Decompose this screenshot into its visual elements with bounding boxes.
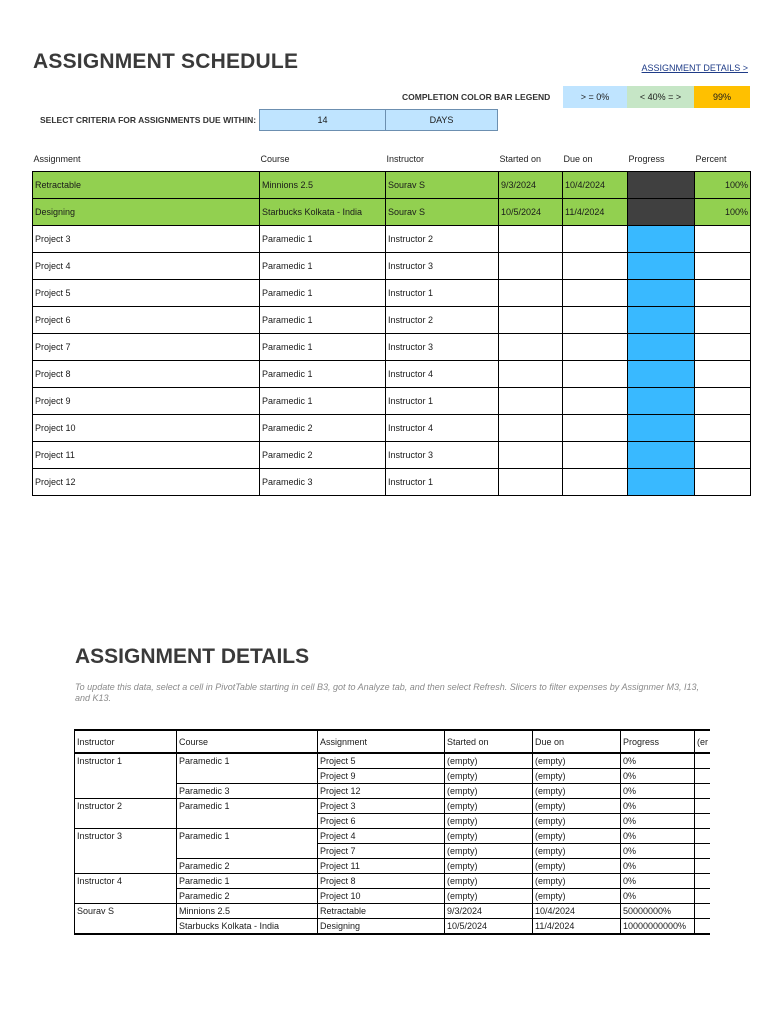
pivot-progress-cell[interactable]: 10000000000% <box>621 919 695 935</box>
schedule-header-cell: Progress <box>628 153 665 164</box>
pivot-assignment-cell[interactable]: Project 5 <box>318 753 445 769</box>
progress-bar <box>628 253 695 280</box>
pivot-row <box>75 859 711 874</box>
progress-bar <box>628 415 695 442</box>
legend-low: > = 0% <box>563 86 627 108</box>
schedule-row[interactable] <box>33 334 751 361</box>
started-cell[interactable] <box>499 469 563 496</box>
pivot-progress-cell[interactable]: 0% <box>621 889 695 904</box>
schedule-row[interactable] <box>33 199 751 226</box>
pivot-row <box>75 919 711 935</box>
pivot-header-cell: Due on <box>533 730 621 753</box>
pivot-course-cell[interactable]: Paramedic 1 <box>177 829 318 844</box>
pivot-started-cell[interactable]: (empty) <box>445 799 533 814</box>
pivot-extra-cell[interactable] <box>695 814 711 829</box>
pivot-assignment-cell[interactable]: Project 7 <box>318 844 445 859</box>
due-cell[interactable] <box>563 415 628 442</box>
legend-label: COMPLETION COLOR BAR LEGEND <box>402 92 551 102</box>
instructor-cell[interactable]: Instructor 2 <box>386 307 499 334</box>
pivot-started-cell[interactable]: (empty) <box>445 859 533 874</box>
assignment-details-link[interactable]: ASSIGNMENT DETAILS > <box>641 63 748 73</box>
pivot-due-cell[interactable]: 11/4/2024 <box>533 919 621 935</box>
course-cell[interactable]: Paramedic 3 <box>260 469 386 496</box>
started-cell[interactable] <box>499 226 563 253</box>
progress-bar <box>628 199 695 226</box>
progress-bar <box>628 307 695 334</box>
schedule-header-cell: Due on <box>563 153 593 164</box>
percent-cell[interactable]: 100% <box>695 172 751 199</box>
percent-cell[interactable] <box>695 253 751 280</box>
pivot-header-cell: Progress <box>621 730 695 753</box>
pivot-row <box>75 784 711 799</box>
pivot-header-cell: Instructor <box>75 730 177 753</box>
pivot-progress-cell[interactable]: 0% <box>621 769 695 784</box>
started-cell[interactable]: 10/5/2024 <box>499 199 563 226</box>
pivot-course-cell[interactable] <box>177 769 318 784</box>
pivot-progress-cell[interactable]: 0% <box>621 859 695 874</box>
course-cell[interactable]: Paramedic 1 <box>260 253 386 280</box>
instructor-cell[interactable]: Sourav S <box>386 172 499 199</box>
pivot-extra-cell[interactable] <box>695 844 711 859</box>
pivot-due-cell[interactable]: (empty) <box>533 859 621 874</box>
progress-bar <box>628 334 695 361</box>
schedule-header-cell: Assignment <box>33 153 81 164</box>
percent-cell[interactable] <box>695 388 751 415</box>
started-cell[interactable] <box>499 415 563 442</box>
due-cell[interactable]: 10/4/2024 <box>563 172 628 199</box>
schedule-row[interactable] <box>33 415 751 442</box>
pivot-due-cell[interactable]: (empty) <box>533 814 621 829</box>
started-cell[interactable] <box>499 280 563 307</box>
pivot-extra-cell[interactable] <box>695 753 711 769</box>
course-cell[interactable]: Paramedic 1 <box>260 307 386 334</box>
course-cell[interactable]: Minnions 2.5 <box>260 172 386 199</box>
due-cell[interactable] <box>563 388 628 415</box>
started-cell[interactable] <box>499 334 563 361</box>
course-cell[interactable]: Paramedic 1 <box>260 280 386 307</box>
course-cell[interactable]: Starbucks Kolkata - India <box>260 199 386 226</box>
pivot-started-cell[interactable]: (empty) <box>445 784 533 799</box>
schedule-row[interactable] <box>33 361 751 388</box>
percent-cell[interactable] <box>695 469 751 496</box>
progress-bar <box>628 469 695 496</box>
course-cell[interactable]: Paramedic 1 <box>260 334 386 361</box>
schedule-header-cell: Course <box>260 153 290 164</box>
legend-high: 99% <box>694 86 750 108</box>
started-cell[interactable] <box>499 388 563 415</box>
course-cell[interactable]: Paramedic 1 <box>260 361 386 388</box>
course-cell[interactable]: Paramedic 2 <box>260 442 386 469</box>
course-cell[interactable]: Paramedic 1 <box>260 226 386 253</box>
started-cell[interactable] <box>499 442 563 469</box>
pivot-extra-cell[interactable] <box>695 799 711 814</box>
course-cell[interactable]: Paramedic 1 <box>260 388 386 415</box>
pivot-course-cell[interactable]: Minnions 2.5 <box>177 904 318 919</box>
details-note: To update this data, select a cell in PivotTable starting in cell B3, got to Analyze tab, and then select Refresh. Slicers to filter expenses by Assignmer M3, I13, and K13. <box>75 682 700 703</box>
criteria-label: SELECT CRITERIA FOR ASSIGNMENTS DUE WITHIN: <box>40 115 257 125</box>
schedule-row[interactable] <box>33 172 751 199</box>
instructor-cell[interactable]: Instructor 3 <box>386 253 499 280</box>
assignment-cell[interactable]: Project 6 <box>33 307 260 334</box>
progress-bar <box>628 280 695 307</box>
assignment-cell[interactable]: Project 4 <box>33 253 260 280</box>
pivot-row <box>75 769 711 784</box>
pivot-instructor-cell[interactable] <box>75 859 177 874</box>
pivot-instructor-cell[interactable]: Instructor 2 <box>75 799 177 814</box>
progress-bar <box>628 442 695 469</box>
due-cell[interactable] <box>563 226 628 253</box>
pivot-extra-cell[interactable] <box>695 769 711 784</box>
assignment-cell[interactable]: Project 7 <box>33 334 260 361</box>
schedule-row[interactable] <box>33 469 751 496</box>
due-cell[interactable] <box>563 334 628 361</box>
schedule-table <box>32 146 751 496</box>
pivot-due-cell[interactable]: (empty) <box>533 829 621 844</box>
pivot-started-cell[interactable]: (empty) <box>445 829 533 844</box>
pivot-instructor-cell[interactable]: Instructor 3 <box>75 829 177 844</box>
instructor-cell[interactable]: Instructor 1 <box>386 280 499 307</box>
progress-bar <box>628 388 695 415</box>
pivot-course-cell[interactable]: Starbucks Kolkata - India <box>177 919 318 935</box>
progress-bar <box>628 226 695 253</box>
pivot-row <box>75 904 711 919</box>
pivot-progress-cell[interactable]: 0% <box>621 874 695 889</box>
assignment-cell[interactable]: Project 3 <box>33 226 260 253</box>
pivot-extra-cell[interactable] <box>695 919 711 935</box>
instructor-cell[interactable]: Instructor 4 <box>386 415 499 442</box>
pivot-due-cell[interactable]: (empty) <box>533 784 621 799</box>
pivot-assignment-cell[interactable]: Project 3 <box>318 799 445 814</box>
pivot-row <box>75 829 711 844</box>
due-cell[interactable]: 11/4/2024 <box>563 199 628 226</box>
pivot-due-cell[interactable]: (empty) <box>533 753 621 769</box>
pivot-assignment-cell[interactable]: Designing <box>318 919 445 935</box>
pivot-due-cell[interactable]: (empty) <box>533 844 621 859</box>
pivot-instructor-cell[interactable] <box>75 814 177 829</box>
pivot-assignment-cell[interactable]: Project 8 <box>318 874 445 889</box>
pivot-progress-cell[interactable]: 0% <box>621 753 695 769</box>
due-cell[interactable] <box>563 307 628 334</box>
pivot-table <box>74 729 710 935</box>
pivot-due-cell[interactable]: (empty) <box>533 769 621 784</box>
pivot-extra-cell[interactable] <box>695 904 711 919</box>
schedule-row[interactable] <box>33 280 751 307</box>
schedule-row[interactable] <box>33 226 751 253</box>
percent-cell[interactable] <box>695 334 751 361</box>
pivot-due-cell[interactable]: 10/4/2024 <box>533 904 621 919</box>
pivot-course-cell[interactable]: Paramedic 1 <box>177 753 318 769</box>
percent-cell[interactable] <box>695 280 751 307</box>
schedule-header-row <box>33 146 751 172</box>
course-cell[interactable]: Paramedic 2 <box>260 415 386 442</box>
pivot-assignment-cell[interactable]: Project 11 <box>318 859 445 874</box>
pivot-extra-cell[interactable] <box>695 859 711 874</box>
progress-bar <box>628 172 695 199</box>
pivot-progress-cell[interactable]: 0% <box>621 799 695 814</box>
pivot-instructor-cell[interactable] <box>75 769 177 784</box>
assignment-cell[interactable]: Designing <box>33 199 260 226</box>
pivot-assignment-cell[interactable]: Project 9 <box>318 769 445 784</box>
percent-cell[interactable] <box>695 307 751 334</box>
instructor-cell[interactable]: Sourav S <box>386 199 499 226</box>
pivot-row <box>75 874 711 889</box>
pivot-progress-cell[interactable]: 50000000% <box>621 904 695 919</box>
pivot-row <box>75 753 711 769</box>
legend-mid: < 40% = > <box>627 86 694 108</box>
schedule-header-cell: Instructor <box>386 153 425 164</box>
pivot-started-cell[interactable]: (empty) <box>445 889 533 904</box>
due-cell[interactable] <box>563 280 628 307</box>
pivot-header-cell: (er <box>695 730 711 753</box>
pivot-assignment-cell[interactable]: Retractable <box>318 904 445 919</box>
pivot-course-cell[interactable]: Paramedic 1 <box>177 874 318 889</box>
criteria-unit: DAYS <box>385 109 498 131</box>
pivot-assignment-cell[interactable]: Project 6 <box>318 814 445 829</box>
pivot-instructor-cell[interactable] <box>75 844 177 859</box>
pivot-instructor-cell[interactable]: Instructor 4 <box>75 874 177 889</box>
pivot-instructor-cell[interactable] <box>75 889 177 904</box>
pivot-assignment-cell[interactable]: Project 4 <box>318 829 445 844</box>
pivot-assignment-cell[interactable]: Project 12 <box>318 784 445 799</box>
assignment-cell[interactable]: Project 10 <box>33 415 260 442</box>
page-title: ASSIGNMENT SCHEDULE <box>33 50 299 73</box>
schedule-row[interactable] <box>33 388 751 415</box>
pivot-course-cell[interactable] <box>177 814 318 829</box>
instructor-cell[interactable]: Instructor 2 <box>386 226 499 253</box>
schedule-header-cell: Started on <box>499 153 542 164</box>
pivot-instructor-cell[interactable]: Sourav S <box>75 904 177 919</box>
pivot-course-cell[interactable]: Paramedic 2 <box>177 889 318 904</box>
percent-cell[interactable] <box>695 415 751 442</box>
pivot-table-container <box>74 729 710 935</box>
pivot-row <box>75 799 711 814</box>
instructor-cell[interactable]: Instructor 1 <box>386 469 499 496</box>
pivot-row <box>75 844 711 859</box>
percent-cell[interactable]: 100% <box>695 199 751 226</box>
pivot-extra-cell[interactable] <box>695 874 711 889</box>
schedule-row[interactable] <box>33 442 751 469</box>
pivot-progress-cell[interactable]: 0% <box>621 784 695 799</box>
pivot-row <box>75 889 711 904</box>
pivot-started-cell[interactable]: (empty) <box>445 874 533 889</box>
assignment-cell[interactable]: Project 11 <box>33 442 260 469</box>
pivot-header-cell: Course <box>177 730 318 753</box>
started-cell[interactable] <box>499 361 563 388</box>
due-cell[interactable] <box>563 253 628 280</box>
schedule-header-cell: Percent <box>695 153 727 164</box>
progress-bar <box>628 361 695 388</box>
pivot-progress-cell[interactable]: 0% <box>621 814 695 829</box>
pivot-extra-cell[interactable] <box>695 784 711 799</box>
instructor-cell[interactable]: Instructor 1 <box>386 388 499 415</box>
pivot-course-cell[interactable] <box>177 844 318 859</box>
started-cell[interactable] <box>499 307 563 334</box>
assignment-cell[interactable]: Project 12 <box>33 469 260 496</box>
pivot-header-row <box>75 730 711 753</box>
pivot-due-cell[interactable]: (empty) <box>533 799 621 814</box>
assignment-cell[interactable]: Retractable <box>33 172 260 199</box>
assignment-cell[interactable]: Project 5 <box>33 280 260 307</box>
pivot-instructor-cell[interactable] <box>75 784 177 799</box>
pivot-started-cell[interactable]: (empty) <box>445 769 533 784</box>
pivot-started-cell[interactable]: 9/3/2024 <box>445 904 533 919</box>
pivot-instructor-cell[interactable] <box>75 919 177 935</box>
pivot-row <box>75 814 711 829</box>
started-cell[interactable] <box>499 253 563 280</box>
pivot-due-cell[interactable]: (empty) <box>533 889 621 904</box>
percent-cell[interactable] <box>695 361 751 388</box>
due-cell[interactable] <box>563 361 628 388</box>
due-cell[interactable] <box>563 469 628 496</box>
pivot-assignment-cell[interactable]: Project 10 <box>318 889 445 904</box>
pivot-header-cell: Assignment <box>318 730 445 753</box>
due-cell[interactable] <box>563 442 628 469</box>
schedule-row[interactable] <box>33 307 751 334</box>
pivot-instructor-cell[interactable]: Instructor 1 <box>75 753 177 769</box>
schedule-row[interactable] <box>33 253 751 280</box>
pivot-extra-cell[interactable] <box>695 829 711 844</box>
assignment-cell[interactable]: Project 8 <box>33 361 260 388</box>
started-cell[interactable]: 9/3/2024 <box>499 172 563 199</box>
pivot-started-cell[interactable]: 10/5/2024 <box>445 919 533 935</box>
percent-cell[interactable] <box>695 442 751 469</box>
instructor-cell[interactable]: Instructor 4 <box>386 361 499 388</box>
instructor-cell[interactable]: Instructor 3 <box>386 442 499 469</box>
percent-cell[interactable] <box>695 226 751 253</box>
pivot-progress-cell[interactable]: 0% <box>621 829 695 844</box>
pivot-header-cell: Started on <box>445 730 533 753</box>
pivot-started-cell[interactable]: (empty) <box>445 753 533 769</box>
pivot-extra-cell[interactable] <box>695 889 711 904</box>
pivot-course-cell[interactable]: Paramedic 1 <box>177 799 318 814</box>
criteria-days-input[interactable]: 14 <box>259 109 386 131</box>
pivot-due-cell[interactable]: (empty) <box>533 874 621 889</box>
instructor-cell[interactable]: Instructor 3 <box>386 334 499 361</box>
details-title: ASSIGNMENT DETAILS <box>75 645 310 668</box>
pivot-course-cell[interactable]: Paramedic 2 <box>177 859 318 874</box>
pivot-started-cell[interactable]: (empty) <box>445 844 533 859</box>
assignment-cell[interactable]: Project 9 <box>33 388 260 415</box>
pivot-progress-cell[interactable]: 0% <box>621 844 695 859</box>
pivot-started-cell[interactable]: (empty) <box>445 814 533 829</box>
pivot-course-cell[interactable]: Paramedic 3 <box>177 784 318 799</box>
